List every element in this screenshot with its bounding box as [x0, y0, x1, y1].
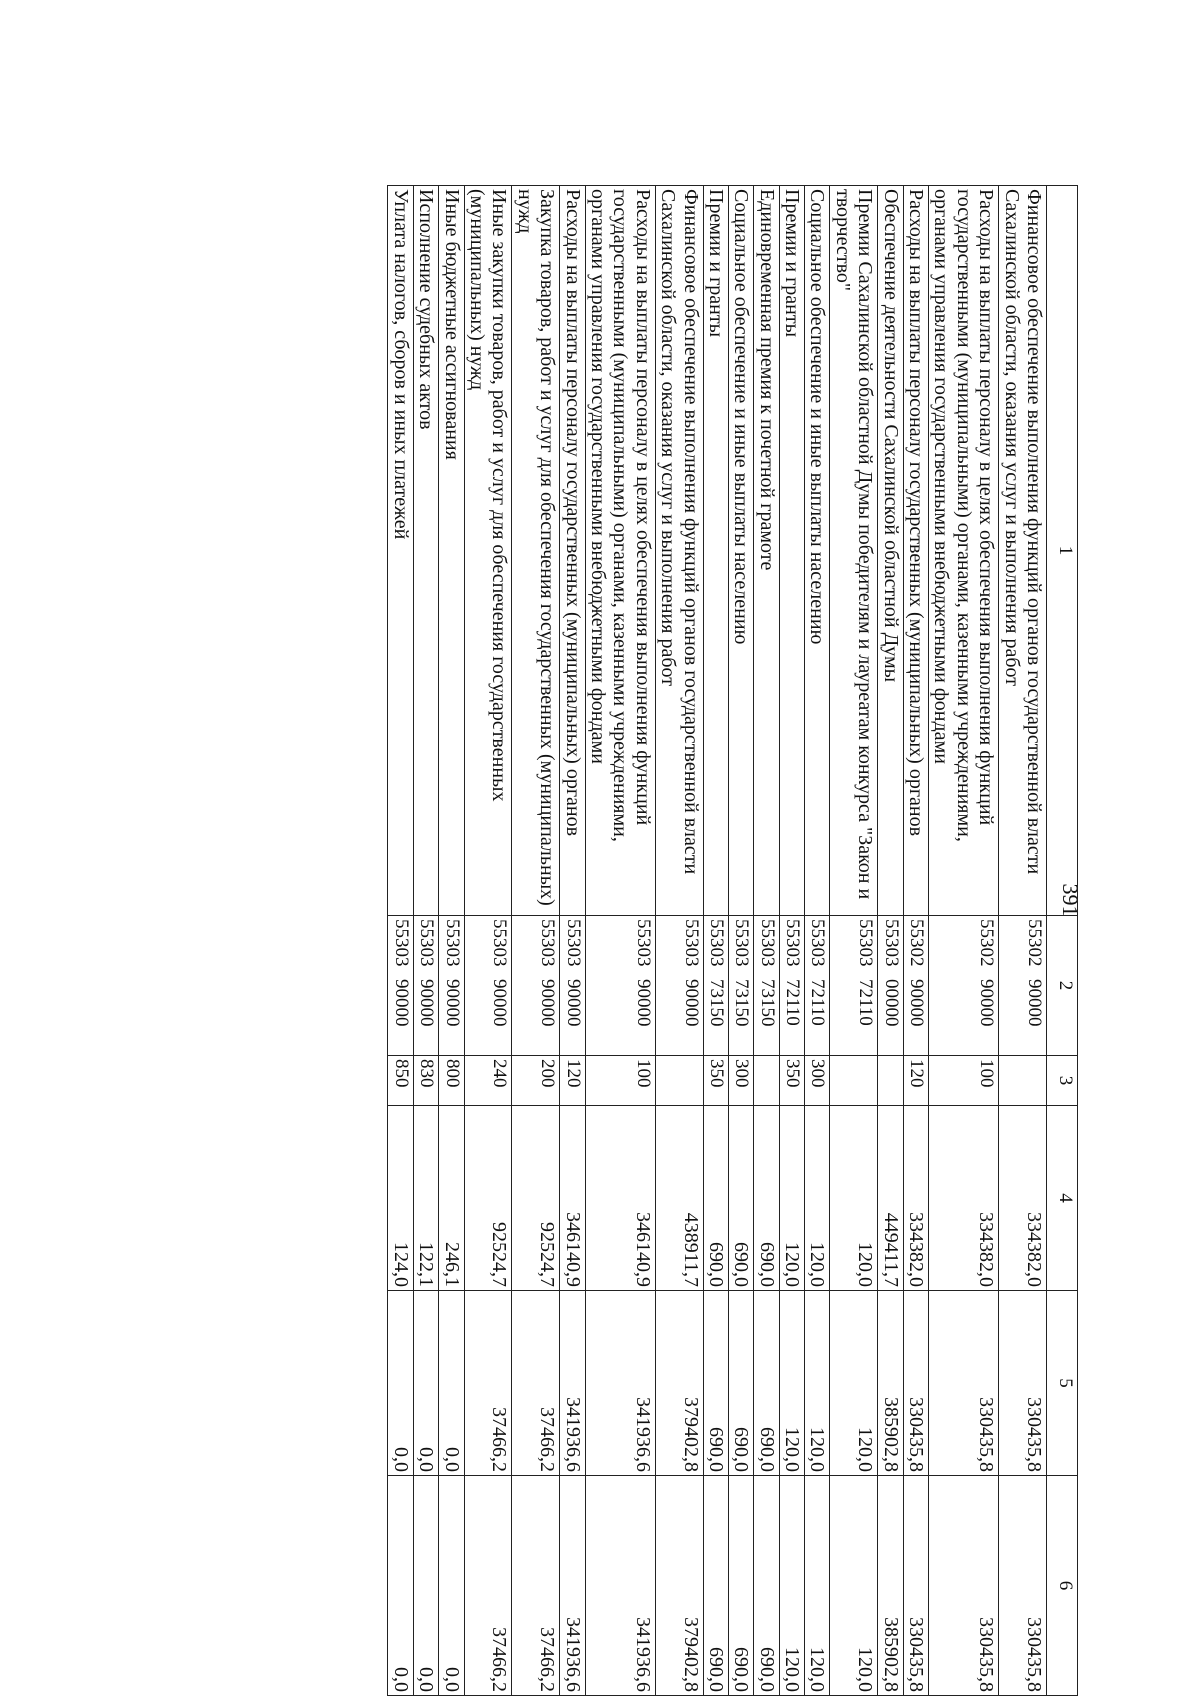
row-expense-type: 800: [439, 1056, 464, 1106]
row-value-col4: 120,0: [779, 1106, 804, 1291]
row-code-item: 90000: [906, 979, 928, 1027]
row-code-item: 72110: [782, 979, 804, 1026]
row-expense-type: 120: [560, 1056, 585, 1106]
row-code-section: 55303: [731, 919, 753, 967]
row-value-col5: 120,0: [830, 1291, 878, 1476]
row-name: Расходы на выплаты персоналу в целях обеспечения выполнения функций государственными (муниципальными) органами, казенными учреждениями, органами управления государственными внебюджетными фондами: [929, 186, 999, 916]
row-code-item: 90000: [441, 979, 463, 1027]
table-row: [464, 186, 512, 1696]
table-row: [903, 186, 928, 1696]
row-name: Иные бюджетные ассигнования: [439, 186, 464, 916]
row-value-col5: 0,0: [388, 1291, 413, 1476]
row-code: [388, 916, 413, 1056]
row-value-col5: 120,0: [779, 1291, 804, 1476]
table-row: [413, 186, 438, 1696]
row-name: Расходы на выплаты персоналу государственных (муниципальных) органов: [560, 186, 585, 916]
row-value-col6: 690,0: [754, 1476, 779, 1696]
row-value-col6: 330435,8: [999, 1476, 1047, 1696]
row-value-col6: 37466,2: [464, 1476, 512, 1696]
row-value-col4: 346140,9: [560, 1106, 585, 1291]
table-row: [929, 186, 999, 1696]
row-name: Расходы на выплаты персоналу в целях обеспечения выполнения функций государственными (муниципальными) органами, казенными учреждениями, органами управления государственными внебюджетными фондами: [585, 186, 655, 916]
row-code: [560, 916, 585, 1056]
row-code: [878, 916, 903, 1056]
row-name: Расходы на выплаты персоналу государственных (муниципальных) органов: [903, 186, 928, 916]
row-value-col4: 92524,7: [512, 1106, 560, 1291]
row-value-col6: 0,0: [388, 1476, 413, 1696]
row-code-section: 55303: [705, 919, 727, 967]
table-row: [878, 186, 903, 1696]
row-name: Исполнение судебных актов: [413, 186, 438, 916]
row-code: [805, 916, 830, 1056]
table-row: [560, 186, 585, 1696]
row-expense-type: [830, 1056, 878, 1106]
row-value-col6: 341936,6: [585, 1476, 655, 1696]
budget-table-rotated: [78, 185, 1078, 1695]
row-expense-type: 120: [903, 1056, 928, 1106]
row-value-col6: 120,0: [805, 1476, 830, 1696]
row-code-item: 90000: [976, 979, 998, 1027]
row-expense-type: [878, 1056, 903, 1106]
row-code-item: 73150: [731, 979, 753, 1027]
table-row: [585, 186, 655, 1696]
row-value-col4: 120,0: [805, 1106, 830, 1291]
page-number: 391: [1058, 883, 1083, 917]
row-code: [830, 916, 878, 1056]
row-value-col4: 334382,0: [903, 1106, 928, 1291]
row-value-col5: 330435,8: [999, 1291, 1047, 1476]
row-code-section: 55303: [855, 919, 877, 967]
row-code: [929, 916, 999, 1056]
row-value-col5: 385902,8: [878, 1291, 903, 1476]
row-code-section: 55303: [562, 919, 584, 967]
row-value-col4: 92524,7: [464, 1106, 512, 1291]
row-name: Финансовое обеспечение выполнения функций органов государственной власти Сахалинской области, оказания услуг и выполнения работ: [655, 186, 703, 916]
row-name: Премии и гранты: [703, 186, 728, 916]
row-value-col6: 385902,8: [878, 1476, 903, 1696]
header-col-4: 4: [1047, 1106, 1078, 1291]
row-code-item: 90000: [489, 979, 511, 1027]
row-code-section: 55302: [976, 919, 998, 967]
row-code-item: 73150: [756, 979, 778, 1027]
row-value-col6: 690,0: [703, 1476, 728, 1696]
row-expense-type: [754, 1056, 779, 1106]
table-row: [754, 186, 779, 1696]
row-value-col6: 0,0: [439, 1476, 464, 1696]
row-name: Обеспечение деятельности Сахалинской областной Думы: [878, 186, 903, 916]
row-name: Социальное обеспечение и иные выплаты населению: [728, 186, 753, 916]
row-code: [754, 916, 779, 1056]
table-row: [779, 186, 804, 1696]
row-value-col6: 330435,8: [903, 1476, 928, 1696]
row-code-item: 72110: [855, 979, 877, 1026]
row-code-section: 55303: [756, 919, 778, 967]
row-name: Социальное обеспечение и иные выплаты населению: [805, 186, 830, 916]
row-code-item: 73150: [705, 979, 727, 1027]
row-name: Уплата налогов, сборов и иных платежей: [388, 186, 413, 916]
row-value-col4: 449411,7: [878, 1106, 903, 1291]
row-value-col5: 0,0: [439, 1291, 464, 1476]
row-code-section: 55303: [416, 919, 438, 967]
row-code-item: 90000: [562, 979, 584, 1027]
row-code-item: 90000: [416, 979, 438, 1027]
row-code: [903, 916, 928, 1056]
table-row: [512, 186, 560, 1696]
row-code-section: 55302: [1024, 919, 1045, 967]
table-row: [439, 186, 464, 1696]
row-expense-type: 850: [388, 1056, 413, 1106]
row-value-col4: 690,0: [728, 1106, 753, 1291]
table-row: [703, 186, 728, 1696]
row-code: [585, 916, 655, 1056]
row-value-col5: 379402,8: [655, 1291, 703, 1476]
row-expense-type: 240: [464, 1056, 512, 1106]
row-value-col5: 341936,6: [585, 1291, 655, 1476]
row-value-col5: 37466,2: [464, 1291, 512, 1476]
row-code: [512, 916, 560, 1056]
row-name: Иные закупки товаров, работ и услуг для обеспечения государственных (муниципальных) нужд: [464, 186, 512, 916]
table-body: [388, 186, 1047, 1696]
row-value-col6: 690,0: [728, 1476, 753, 1696]
row-code-section: 55303: [632, 919, 654, 967]
row-code-item: 90000: [537, 979, 559, 1027]
row-value-col4: 334382,0: [929, 1106, 999, 1291]
budget-table: [387, 185, 1078, 1696]
row-value-col4: 122,1: [413, 1106, 438, 1291]
row-code-item: 90000: [632, 979, 654, 1027]
row-value-col6: 330435,8: [929, 1476, 999, 1696]
row-code-section: 55303: [680, 919, 702, 967]
row-value-col6: 120,0: [779, 1476, 804, 1696]
row-code: [999, 916, 1047, 1056]
row-value-col6: 37466,2: [512, 1476, 560, 1696]
row-value-col6: 341936,6: [560, 1476, 585, 1696]
row-value-col5: 341936,6: [560, 1291, 585, 1476]
row-expense-type: 300: [805, 1056, 830, 1106]
row-value-col4: 346140,9: [585, 1106, 655, 1291]
row-code-item: 90000: [390, 979, 412, 1027]
row-value-col5: 690,0: [728, 1291, 753, 1476]
header-col-1: 1: [1047, 186, 1078, 916]
row-value-col4: 334382,0: [999, 1106, 1047, 1291]
row-code: [779, 916, 804, 1056]
table-row: [830, 186, 878, 1696]
row-expense-type: 300: [728, 1056, 753, 1106]
row-value-col6: 120,0: [830, 1476, 878, 1696]
row-value-col4: 438911,7: [655, 1106, 703, 1291]
row-expense-type: 100: [585, 1056, 655, 1106]
row-value-col4: 690,0: [703, 1106, 728, 1291]
row-value-col5: 330435,8: [903, 1291, 928, 1476]
header-col-3: 3: [1047, 1056, 1078, 1106]
row-code-section: 55303: [782, 919, 804, 967]
row-code: [703, 916, 728, 1056]
row-code: [655, 916, 703, 1056]
row-name: Премии Сахалинской областной Думы победителям и лауреатам конкурса "Закон и творчество": [830, 186, 878, 916]
row-code-section: 55303: [807, 919, 829, 967]
row-value-col4: 124,0: [388, 1106, 413, 1291]
row-code-item: 90000: [680, 979, 702, 1027]
row-name: Закупка товаров, работ и услуг для обеспечения государственных (муниципальных) нужд: [512, 186, 560, 916]
row-value-col5: 690,0: [754, 1291, 779, 1476]
table-row: [728, 186, 753, 1696]
header-col-5: 5: [1047, 1291, 1078, 1476]
row-code: [413, 916, 438, 1056]
table-header-row: [1047, 186, 1078, 1696]
row-code-section: 55303: [537, 919, 559, 967]
row-code: [728, 916, 753, 1056]
row-code-item: 90000: [1024, 979, 1045, 1027]
row-value-col5: 37466,2: [512, 1291, 560, 1476]
table-row: [388, 186, 413, 1696]
row-name: Премии и гранты: [779, 186, 804, 916]
row-value-col5: 690,0: [703, 1291, 728, 1476]
row-expense-type: 350: [703, 1056, 728, 1106]
row-expense-type: [655, 1056, 703, 1106]
header-col-6: 6: [1047, 1476, 1078, 1696]
table-row: [999, 186, 1047, 1696]
row-name: Единовременная премия к почетной грамоте: [754, 186, 779, 916]
row-code-section: 55303: [390, 919, 412, 967]
row-code-section: 55303: [489, 919, 511, 967]
row-value-col6: 0,0: [413, 1476, 438, 1696]
row-value-col4: 246,1: [439, 1106, 464, 1291]
row-expense-type: [999, 1056, 1047, 1106]
row-expense-type: 350: [779, 1056, 804, 1106]
row-expense-type: 200: [512, 1056, 560, 1106]
row-code-section: 55302: [906, 919, 928, 967]
row-value-col4: 690,0: [754, 1106, 779, 1291]
row-code-section: 55303: [441, 919, 463, 967]
header-col-2: 2: [1047, 916, 1078, 1056]
row-code-item: 00000: [880, 979, 902, 1027]
row-value-col5: 120,0: [805, 1291, 830, 1476]
table-row: [655, 186, 703, 1696]
row-code: [439, 916, 464, 1056]
row-value-col5: 0,0: [413, 1291, 438, 1476]
row-value-col4: 120,0: [830, 1106, 878, 1291]
row-code: [464, 916, 512, 1056]
row-code-section: 55303: [880, 919, 902, 967]
row-code-item: 72110: [807, 979, 829, 1026]
row-value-col5: 330435,8: [929, 1291, 999, 1476]
row-value-col6: 379402,8: [655, 1476, 703, 1696]
row-name: Финансовое обеспечение выполнения функций органов государственной власти Сахалинской области, оказания услуг и выполнения работ: [999, 186, 1047, 916]
row-expense-type: 830: [413, 1056, 438, 1106]
row-expense-type: 100: [929, 1056, 999, 1106]
table-row: [805, 186, 830, 1696]
